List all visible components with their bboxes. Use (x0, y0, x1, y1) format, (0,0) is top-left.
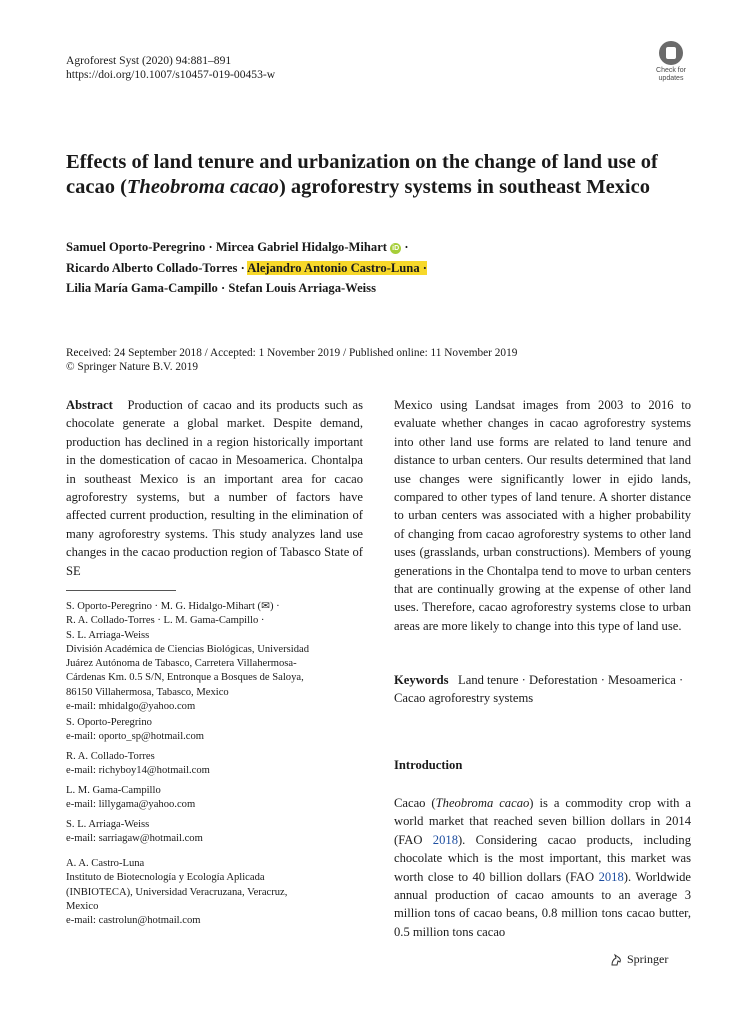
aff-email[interactable]: e-mail: castrolun@hotmail.com (66, 915, 201, 927)
history-dates: Received: 24 September 2018 / Accepted: 1 November 2019 / Published online: 11 November 2019 (66, 347, 518, 359)
citation-link[interactable]: 2018 (432, 832, 458, 847)
aff-line: Juárez Autónoma de Tabasco, Carretera Villahermosa- (66, 658, 297, 670)
copyright: © Springer Nature B.V. 2019 (66, 360, 198, 373)
keywords (394, 671, 691, 708)
aff-email[interactable]: e-mail: mhidalgo@yahoo.com (66, 701, 196, 713)
abstract-label: Abstract (66, 398, 113, 412)
author-list (66, 237, 706, 299)
aff-line: (INBIOTECA), Universidad Veracruzana, Veracruz, (66, 886, 288, 898)
separator: · (208, 240, 213, 254)
aff-email[interactable]: e-mail: lillygama@yahoo.com (66, 799, 196, 811)
affiliation-collado (66, 750, 363, 779)
keywords-label: Keywords (394, 673, 449, 687)
aff-name: L. M. Gama-Campillo (66, 785, 161, 796)
aff-line: Cárdenas Km. 0.5 S/N, Entronque a Bosques de Saloya, (66, 672, 304, 684)
author-5[interactable]: Lilia María Gama-Campillo (66, 281, 218, 295)
bookmark-icon (659, 41, 683, 65)
badge-line-1: Check for (656, 67, 686, 74)
intro-text: Cacao ( (394, 796, 436, 810)
intro-species: Theobroma cacao (435, 796, 530, 810)
abstract-right: Mexico using Landsat images from 2003 to 2016 to evaluate whether changes in cacao agroforestry systems into other land use forms are related to land tenure and distance to urban centers. Our results determined that land use changes were significantly lower in ejido lands, compared to other types of land tenure. A shorter distance to urban centers was associated with a higher probability of changing from cacao agroforestry systems to other land uses (grasslands, urban constructions). Members of young generations in the Chontalpa tend to move to urban centers that are continually growing at the expense of other land uses. Therefore, cacao agroforestry systems close to urban areas are more likely to change into this type of land use. (394, 398, 691, 633)
orcid-icon[interactable]: iD (392, 245, 400, 252)
separator: · (220, 281, 226, 295)
introduction-heading: Introduction (394, 758, 463, 772)
paper-title (66, 150, 686, 200)
introduction-text (394, 794, 691, 941)
affiliation-gama (66, 784, 363, 813)
intro-text: ). Worldwide annual production of cacao amounts to an average 3 million tons of cacao beans, 0.8 million tons cacao butter, 0.5 million tons cacao (394, 869, 691, 939)
author-4[interactable]: Alejandro Antonio Castro-Luna (247, 260, 420, 275)
intro-text: ). Considering cacao products, including chocolate which is the most important, this market was worth close to 40 billion dollars (FAO (394, 832, 691, 884)
aff-name: S. Oporto-Peregrino (66, 717, 152, 728)
affiliation-main (66, 600, 363, 714)
affiliation-castro (66, 857, 363, 928)
badge-line-2: updates (658, 74, 684, 82)
aff-name: A. A. Castro-Luna (66, 858, 145, 869)
aff-line: S. Oporto-Peregrino · M. G. Hidalgo-Mihart (✉) · (66, 601, 280, 612)
abstract-text-left: Production of cacao and its products such as chocolate generate a global market. Despite demand, production has declined in a region historically important in the domestication of cacao in Mesoamerica. Chontalpa in southeast Mexico is an important area for cacao agroforestry systems, but a number of factors have affected current production, resulting in the elimination of many agroforestry systems. This study analyzes land use changes in the cacao production region of Tabasco State of SE (66, 398, 363, 578)
abstract-left (66, 396, 363, 580)
keywords-text: Land tenure · Deforestation · Mesoamerica · Cacao agroforestry systems (394, 673, 684, 706)
title-part-1: Effects of land tenure and urbanization on the change of land use of cacao ( (66, 151, 658, 198)
aff-email[interactable]: e-mail: richyboy14@hotmail.com (66, 765, 210, 777)
author-3[interactable]: Ricardo Alberto Collado-Torres (66, 260, 238, 275)
title-species: Theobroma cacao (126, 176, 279, 198)
journal-header (66, 54, 275, 82)
publication-dates (66, 347, 517, 374)
affiliation-arriaga (66, 818, 363, 847)
aff-name: S. L. Arriaga-Weiss (66, 819, 150, 830)
separator: · (422, 260, 427, 275)
separator: · (404, 240, 409, 254)
aff-email[interactable]: e-mail: oporto_sp@hotmail.com (66, 731, 205, 743)
aff-line: Instituto de Biotecnología y Ecología Aplicada (66, 872, 265, 884)
affiliation-oporto (66, 716, 363, 745)
aff-name: R. A. Collado-Torres (66, 751, 155, 762)
journal-citation: Agroforest Syst (2020) 94:881–891 (66, 54, 232, 67)
springer-horse-icon (609, 953, 623, 967)
author-6[interactable]: Stefan Louis Arriaga-Weiss (228, 281, 376, 295)
aff-line: R. A. Collado-Torres · L. M. Gama-Campillo · (66, 615, 265, 627)
author-2[interactable]: Mircea Gabriel Hidalgo-Mihart (215, 240, 387, 254)
aff-line: 86150 Villahermosa, Tabasco, Mexico (66, 686, 229, 698)
aff-email[interactable]: e-mail: sarriagaw@hotmail.com (66, 833, 203, 845)
intro-text: ) is a commodity crop with a world market that reached seven billion dollars in 2014 (FAO (394, 796, 692, 847)
author-1[interactable]: Samuel Oporto-Peregrino (66, 240, 206, 254)
aff-line: S. L. Arriaga-Weiss (66, 629, 150, 641)
aff-line: Mexico (66, 900, 99, 912)
footnote-divider (66, 590, 176, 591)
publisher-logo (609, 952, 668, 967)
doi-link[interactable]: https://doi.org/10.1007/s10457-019-00453-w (66, 68, 276, 81)
citation-link[interactable]: 2018 (598, 869, 624, 884)
aff-line: División Académica de Ciencias Biológicas, Universidad (66, 643, 310, 655)
separator: · (240, 260, 245, 275)
check-for-updates-badge[interactable] (651, 41, 691, 87)
publisher-name: Springer (627, 952, 669, 966)
title-part-2: ) agroforestry systems in southeast Mexico (278, 176, 650, 198)
